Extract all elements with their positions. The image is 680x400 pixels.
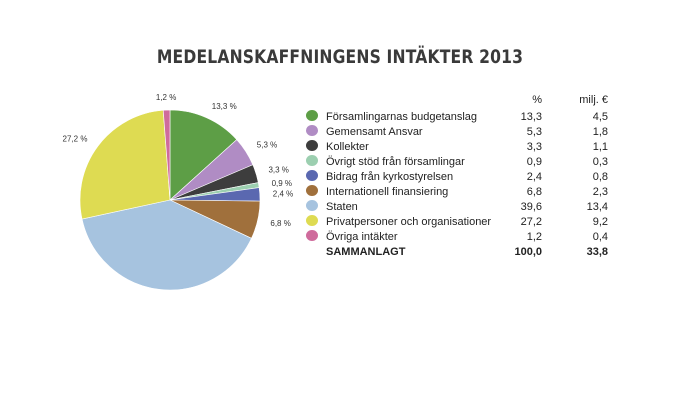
- legend-eur-7: 9,2: [592, 216, 608, 228]
- legend-swatch-7: [306, 215, 318, 226]
- pie-svg: [60, 80, 294, 310]
- pie-label-0: 13,3 %: [211, 101, 237, 111]
- legend-swatch-1: [306, 125, 318, 136]
- chart-title: MEDELANSKAFFNINGENS INTÄKTER 2013: [156, 46, 524, 68]
- legend-pct-3: 0,9: [526, 156, 542, 168]
- legend-table: [302, 93, 622, 260]
- legend-row: [302, 230, 622, 245]
- legend-swatch-0: [306, 110, 318, 121]
- legend-total-eur: 33,8: [586, 246, 608, 258]
- legend-row: [302, 110, 622, 125]
- legend-pct-0: 13,3: [520, 111, 542, 123]
- legend-pct-2: 3,3: [526, 141, 542, 153]
- legend-name-3: Övrigt stöd från församlingar: [326, 156, 465, 168]
- legend-name-2: Kollekter: [326, 141, 369, 153]
- legend-name-7: Privatpersoner och organisationer: [326, 216, 492, 228]
- legend-total-row: [302, 245, 622, 260]
- legend-eur-2: 1,1: [592, 141, 608, 153]
- legend-eur-8: 0,4: [592, 231, 608, 243]
- legend-header-eur: milj. €: [579, 94, 608, 106]
- legend-swatch-3: [306, 155, 318, 166]
- legend-swatch-2: [306, 140, 318, 151]
- legend-name-5: Internationell finansiering: [326, 186, 449, 198]
- legend-name-8: Övriga intäkter: [326, 231, 398, 243]
- legend-rows: [302, 110, 622, 245]
- legend-row: [302, 140, 622, 155]
- legend-eur-0: 4,5: [592, 111, 608, 123]
- legend-row: [302, 200, 622, 215]
- legend-eur-4: 0,8: [592, 171, 608, 183]
- pie-label-2: 3,3 %: [268, 165, 289, 175]
- legend-eur-6: 13,4: [586, 201, 608, 213]
- legend-row: [302, 170, 622, 185]
- legend-row: [302, 155, 622, 170]
- pie-label-7: 27,2 %: [62, 134, 88, 144]
- legend-name-0: Församlingarnas budgetanslag: [326, 111, 478, 123]
- legend-eur-3: 0,3: [592, 156, 608, 168]
- legend-row: [302, 125, 622, 140]
- legend-pct-4: 2,4: [526, 171, 542, 183]
- legend-pct-8: 1,2: [526, 231, 542, 243]
- pie-label-3: 0,9 %: [271, 178, 293, 188]
- pie-label-5: 6,8 %: [270, 219, 291, 229]
- pie-label-1: 5,3 %: [256, 140, 278, 150]
- legend-name-1: Gemensamt Ansvar: [326, 126, 423, 138]
- pie-label-8: 1,2 %: [155, 93, 177, 103]
- legend-swatch-4: [306, 170, 318, 181]
- legend-row: [302, 185, 622, 200]
- legend-pct-1: 5,3: [526, 126, 542, 138]
- legend-eur-1: 1,8: [592, 126, 608, 138]
- legend-pct-6: 39,6: [520, 201, 542, 213]
- legend-eur-5: 2,3: [592, 186, 608, 198]
- legend-swatch-6: [306, 200, 318, 211]
- legend-header: [302, 93, 622, 110]
- legend-name-4: Bidrag från kyrkostyrelsen: [326, 171, 454, 183]
- pie-chart: [60, 80, 294, 310]
- legend-swatch-5: [306, 185, 318, 196]
- legend-name-6: Staten: [326, 201, 358, 213]
- legend-swatch-8: [306, 230, 318, 241]
- legend-row: [302, 215, 622, 230]
- legend-pct-5: 6,8: [526, 186, 542, 198]
- legend-total-label: SAMMANLAGT: [326, 246, 406, 258]
- legend-header-pct: %: [532, 94, 542, 106]
- pie-label-4: 2,4 %: [272, 189, 294, 199]
- pie-slice-7: [80, 110, 170, 219]
- legend-pct-7: 27,2: [520, 216, 542, 228]
- legend-total-pct: 100,0: [514, 246, 542, 258]
